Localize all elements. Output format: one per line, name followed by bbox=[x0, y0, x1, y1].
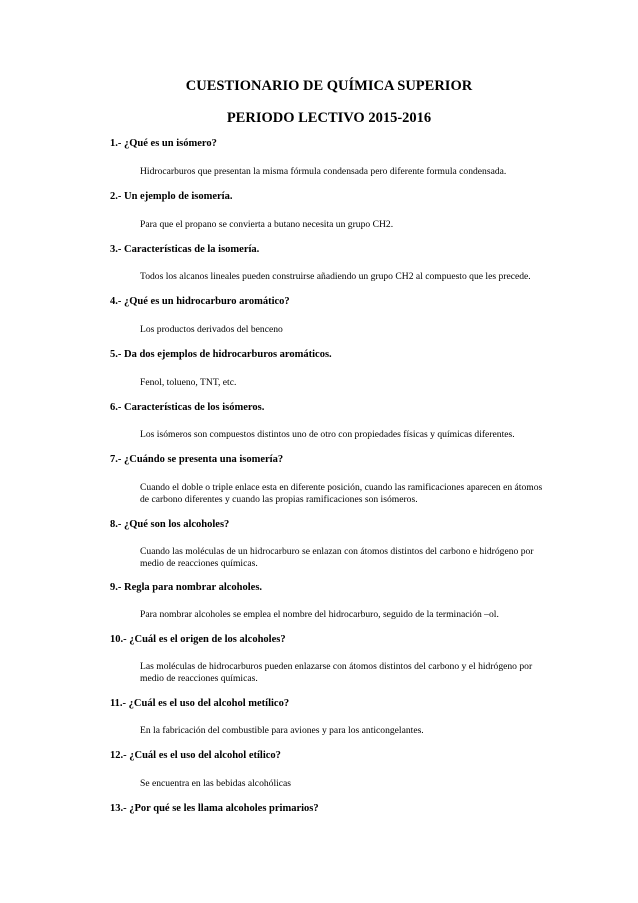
question-13: 13.- ¿Por qué se les llama alcoholes primarios? bbox=[110, 803, 319, 814]
answer-1: Hidrocarburos que presentan la misma fórmula condensada pero diferente formula condensada. bbox=[140, 166, 507, 177]
answer-3: Todos los alcanos lineales pueden construirse añadiendo un grupo CH2 al compuesto que les precede. bbox=[140, 271, 531, 282]
document-title: CUESTIONARIO DE QUÍMICA SUPERIOR bbox=[185, 78, 473, 94]
answer-4: Los productos derivados del benceno bbox=[140, 324, 283, 335]
answer-6: Los isómeros son compuestos distintos uno de otro con propiedades físicas y químicas diferentes. bbox=[140, 429, 515, 440]
answer-11: En la fabricación del combustible para aviones y para los anticongelantes. bbox=[140, 725, 424, 736]
question-7: 7.- ¿Cuándo se presenta una isomería? bbox=[110, 454, 284, 465]
question-9: 9.- Regla para nombrar alcoholes. bbox=[110, 582, 263, 593]
answer-8: Cuando las moléculas de un hidrocarburo se enlazan con átomos distintos del carbono e hidrógeno por medio de reacciones químicas. bbox=[140, 546, 534, 569]
question-3: 3.- Características de la isomería. bbox=[110, 244, 260, 255]
question-4: 4.- ¿Qué es un hidrocarburo aromático? bbox=[110, 296, 290, 307]
answer-10: Las moléculas de hidrocarburos pueden enlazarse con átomos distintos del carbono y el hidrógeno por medio de reacciones químicas. bbox=[140, 661, 533, 684]
answer-2: Para que el propano se convierta a butano necesita un grupo CH2. bbox=[140, 219, 394, 230]
question-11: 11.- ¿Cuál es el uso del alcohol metílico? bbox=[110, 698, 290, 709]
question-2: 2.- Un ejemplo de isomería. bbox=[110, 191, 233, 202]
question-8: 8.- ¿Qué son los alcoholes? bbox=[110, 519, 230, 530]
question-5: 5.- Da dos ejemplos de hidrocarburos aromáticos. bbox=[110, 349, 332, 360]
question-10: 10.- ¿Cuál es el origen de los alcoholes? bbox=[110, 634, 286, 645]
document-subtitle: PERIODO LECTIVO 2015-2016 bbox=[226, 110, 432, 126]
answer-12: Se encuentra en las bebidas alcohólicas bbox=[140, 778, 292, 789]
question-1: 1.- ¿Qué es un isómero? bbox=[110, 138, 217, 149]
answer-7: Cuando el doble o triple enlace esta en diferente posición, cuando las ramificaciones aparecen en átomos de carbono diferentes y cuando las propias ramificaciones son isómeros. bbox=[140, 482, 543, 505]
question-12: 12.- ¿Cuál es el uso del alcohol etílico? bbox=[110, 750, 281, 761]
question-6: 6.- Características de los isómeros. bbox=[110, 402, 265, 413]
answer-9: Para nombrar alcoholes se emplea el nombre del hidrocarburo, seguido de la terminación –ol. bbox=[140, 609, 499, 620]
answer-5: Fenol, tolueno, TNT, etc. bbox=[140, 377, 237, 388]
